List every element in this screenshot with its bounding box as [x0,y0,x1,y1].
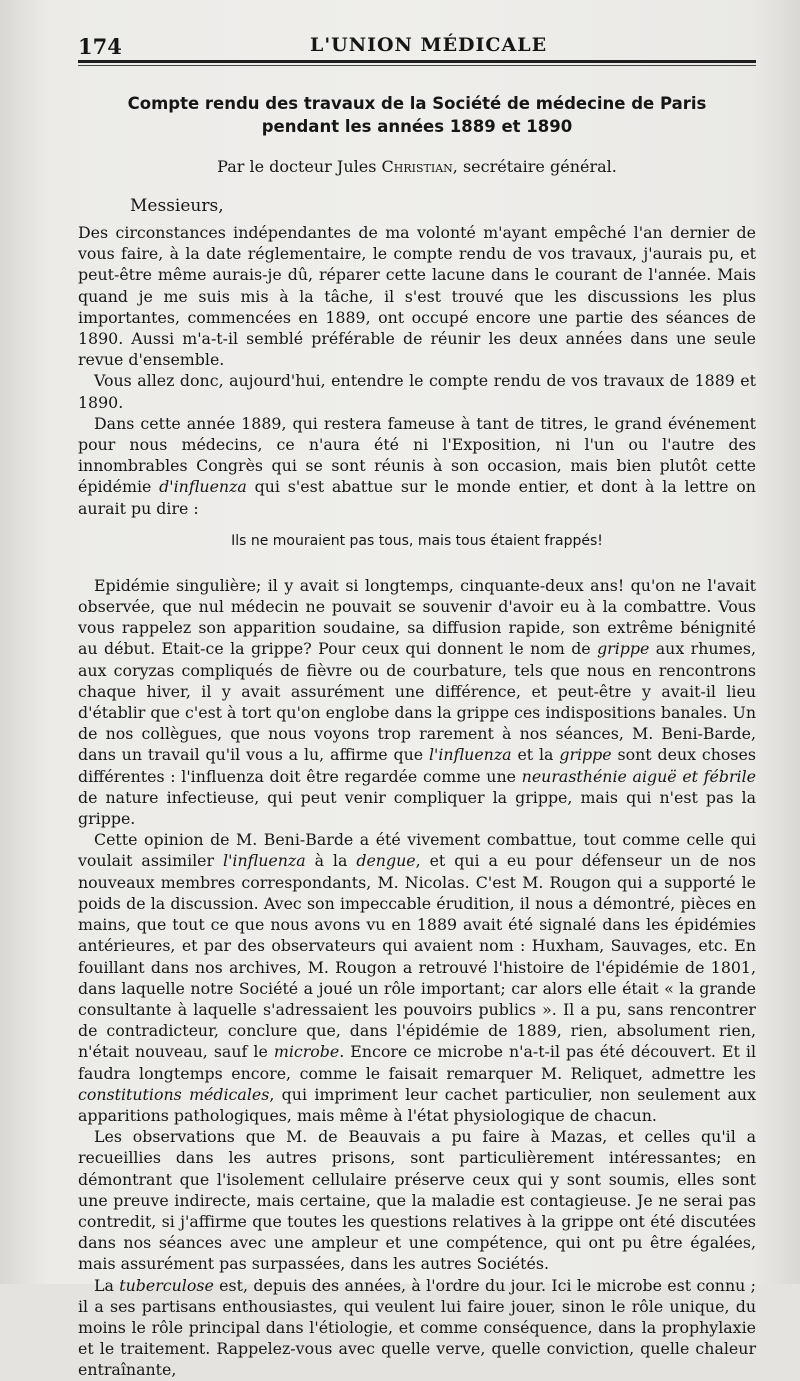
text-run: . Encore ce microbe n'a-t-il pas été découvert. Et il faudra longtemps encore, comme le faisait remarquer M. Reliquet, admettre les [78,1042,756,1083]
salutation: Messieurs, [130,196,224,216]
italic-run: grippe [597,639,650,659]
italic-run: d'influenza [159,477,247,497]
paragraph-4 [78,575,756,829]
text-run: Dans cette année 1889, qui restera fameuse à tant de titres, le grand événement pour nous médecins, ce n'aura été ni l'Exposition, ni l'un ou l'autre des innombrables Congrès qui se sont réunis à son occasion, mais bien plutôt cette épidémie [78,413,756,497]
text-run: aux rhumes, aux coryzas compliqués de fièvre ou de courbature, tels que nous en rencontrons chaque hiver, il y avait assurément une différence, et peut-être y avait-il lieu d'établir que c'est à tort qu'on englobe dans la grippe ces indispositions banales. Un de nos collègues, que nous voyons trop rarement à nos séances, M. Beni-Barde, dans un travail qu'il vous a lu, affirme que [78,639,756,765]
italic-run: l'influenza [428,745,512,765]
article-title-line-2: pendant les années 1889 et 1890 [261,117,573,136]
italic-run: constitutions médicales [78,1084,270,1104]
text-run: La [94,1275,120,1295]
header-rule [78,60,756,66]
text-run: à la [305,851,357,871]
italic-run: dengue [356,851,416,871]
page-number: 174 [78,34,122,59]
journal-title: L'UNION MÉDICALE [310,34,548,56]
running-header [78,26,756,58]
article-title-line-1: Compte rendu des travaux de la Société de médecine de Paris [127,94,707,113]
italic-run: tuberculose [119,1275,214,1295]
paragraph-1: Des circonstances indépendantes de ma volonté m'ayant empêché l'an dernier de vous faire, à la date réglementaire, le compte rendu de vos travaux, j'aurais pu, et peut-être même aurais-je dû, réparer cette lacune dans le courant de l'année. Mais quand je me suis mis à la tâche, il s'est trouvé que les discussions les plus importantes, commencées en 1889, ont occupé encore une partie des séances de 1890. Aussi m'a-t-il semblé préférable de réunir les deux années dans une seule revue d'ensemble. [78,223,756,370]
author-suffix: , secrétaire général. [452,157,617,176]
text-run: Cette opinion de M. Beni-Barde a été vivement combattue, tout comme celle qui voulait assimiler [78,830,756,871]
italic-run: grippe [559,745,612,765]
author-line [78,156,756,178]
text-run: , qui impriment leur cachet particulier, non seulement aux apparitions pathologiques, mais même à l'état physiologique de chacun. [78,1084,756,1125]
author-name: Christian [381,157,453,176]
paragraph-7 [78,1275,756,1381]
italic-run: neurasthénie aiguë et fébrile [521,766,756,786]
paragraph-3 [78,413,756,519]
paragraph-5 [78,829,756,1126]
text-run: sont deux choses différentes : l'influenza doit être regardée comme une [78,745,756,786]
text-run: Epidémie singulière; il y avait si longtemps, cinquante-deux ans! qu'on ne l'avait observée, que nul médecin ne pouvait se souvenir d'avoir eu à la combattre. Vous vous rappelez son apparition soudaine, sa diffusion rapide, son extrême bénignité au début. Etait-ce la grippe? Pour ceux qui donnent le nom de [78,575,756,659]
text-run: est, depuis des années, à l'ordre du jour. Ici le microbe est connu ; il a ses partisans enthousiastes, qui veulent lui faire jouer, sinon le rôle unique, du moins le rôle principal dans l'étiologie, et comme conséquence, dans la prophylaxie et le traitement. Rappelez-vous avec quelle verve, quelle conviction, quelle chaleur entraînante, [78,1275,756,1380]
italic-run: microbe [273,1042,340,1062]
text-run: , et qui a eu pour défenseur un de nos nouveaux membres correspondants, M. Nicolas. C'est M. Rougon qui a supporté le poids de la discussion. Avec son impeccable érudition, il nous a démontré, pièces en mains, que tout ce que nous avons vu en 1889 avait été signalé dans les épidémies antérieures, et par des observateurs qui avaient nom : Huxham, Sauvages, etc. En fouillant dans nos archives, M. Rougon a retrouvé l'histoire de l'épidémie de 1801, dans laquelle notre Société a joué un rôle important; car alors elle était « la grande consultante à laquelle s'adressaient les pouvoirs publics ». Il a pu, sans rencontrer de contradicteur, conclure que, dans l'épidémie de 1889, rien, absolument rien, n'était nouveau, sauf le [78,851,756,1062]
text-run: et la [511,745,560,765]
paragraph-6: Les observations que M. de Beauvais a pu faire à Mazas, et celles qu'il a recueillies dans les autres prisons, sont particulièrement intéressantes; en démontrant que l'isolement cellulaire préserve ceux qui y sont soumis, elles sont une preuve indirecte, mais certaine, que la maladie est contagieuse. Je ne serai pas contredit, si j'affirme que toutes les questions relatives à la grippe ont été discutées dans nos séances avec une ampleur et une compétence, qui ont pu être égalées, mais assurément pas surpassées, dans les autres Sociétés. [78,1127,756,1274]
text-run: de nature infectieuse, qui peut venir compliquer la grippe, mais qui n'est pas la grippe. [78,787,756,829]
italic-run: l'influenza [223,851,306,871]
quotation: Ils ne mouraient pas tous, mais tous étaient frappés! [231,532,603,549]
text-run: qui s'est abattue sur le monde entier, et dont à la lettre on aurait pu dire : [78,477,756,518]
author-prefix: Par le docteur Jules [217,157,382,176]
article-title [78,92,756,138]
paragraph-2: Vous allez donc, aujourd'hui, entendre le compte rendu de vos travaux de 1889 et 1890. [78,371,756,412]
